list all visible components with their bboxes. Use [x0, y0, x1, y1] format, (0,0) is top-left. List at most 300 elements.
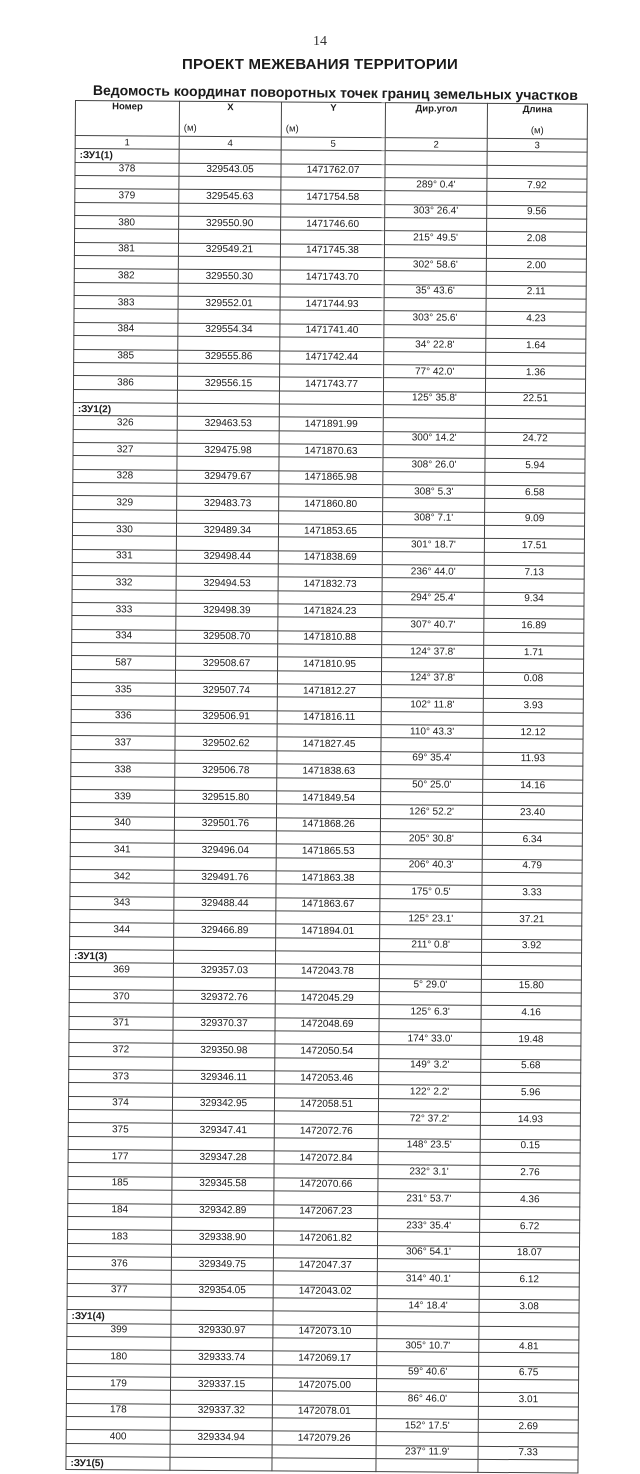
point-number — [73, 429, 177, 443]
x-coordinate — [173, 1057, 275, 1071]
y-coordinate: 1471868.26 — [276, 817, 380, 831]
point-number — [67, 1363, 171, 1377]
direction-angle — [381, 791, 483, 805]
point-number — [71, 723, 175, 737]
segment-length — [484, 605, 584, 619]
point-number — [68, 1136, 172, 1150]
y-coordinate — [273, 1365, 377, 1379]
direction-angle — [381, 685, 483, 699]
point-number: 343 — [70, 896, 174, 910]
segment-length — [479, 1326, 579, 1340]
empty-cell — [485, 405, 585, 419]
y-coordinate: 1472043.78 — [275, 964, 379, 978]
x-coordinate: 329494.53 — [176, 577, 278, 591]
segment-length — [484, 525, 584, 539]
segment-length — [478, 1433, 578, 1447]
segment-length — [482, 899, 582, 913]
x-coordinate — [173, 1004, 275, 1018]
point-number — [70, 883, 174, 897]
point-number — [68, 1190, 172, 1204]
point-number: 378 — [75, 162, 179, 176]
point-number — [74, 309, 178, 323]
y-coordinate — [276, 857, 380, 871]
segment-length — [482, 926, 582, 940]
empty-cell — [377, 1312, 479, 1326]
x-coordinate: 329350.98 — [173, 1044, 275, 1058]
y-coordinate: 1472072.84 — [274, 1151, 378, 1165]
x-coordinate: 329345.58 — [172, 1177, 274, 1191]
point-number — [71, 803, 175, 817]
direction-angle: 308° 5.3' — [383, 485, 485, 499]
y-coordinate — [280, 310, 384, 324]
y-coordinate — [277, 751, 381, 765]
y-coordinate: 1472067.23 — [274, 1204, 378, 1218]
segment-length — [484, 632, 584, 646]
point-number: 380 — [75, 216, 179, 230]
segment-length: 0.08 — [483, 672, 583, 686]
point-number: 178 — [66, 1403, 170, 1417]
point-number — [69, 1003, 173, 1017]
direction-angle: 303° 26.4' — [385, 204, 487, 218]
direction-angle — [384, 244, 486, 258]
segment-length: 14.93 — [480, 1112, 580, 1126]
direction-angle — [380, 818, 482, 832]
direction-angle — [384, 271, 486, 285]
direction-angle — [382, 525, 484, 539]
direction-angle: 152° 17.5' — [376, 1419, 478, 1433]
segment-length — [487, 165, 587, 179]
point-number: 339 — [71, 789, 175, 803]
direction-angle — [379, 1045, 481, 1059]
y-coordinate: 1471853.65 — [278, 524, 382, 538]
direction-angle: 205° 30.8' — [380, 832, 482, 846]
x-coordinate: 329501.76 — [174, 817, 276, 831]
point-number: 377 — [67, 1283, 171, 1297]
header-num-label: Номер — [112, 101, 143, 113]
direction-angle: 72° 37.2' — [378, 1112, 480, 1126]
x-coordinate — [177, 430, 279, 444]
segment-length — [485, 445, 585, 459]
x-coordinate: 329346.11 — [173, 1070, 275, 1084]
x-coordinate — [170, 1391, 272, 1405]
x-coordinate: 329483.73 — [177, 497, 279, 511]
direction-angle: 126° 52.2' — [380, 805, 482, 819]
section-label: :ЗУ1(4) — [67, 1310, 171, 1324]
y-coordinate — [273, 1244, 377, 1258]
point-number: 379 — [75, 189, 179, 203]
y-coordinate: 1471863.38 — [276, 871, 380, 885]
x-coordinate: 329337.15 — [170, 1377, 272, 1391]
point-number — [70, 936, 174, 950]
y-coordinate: 1471746.60 — [281, 217, 385, 231]
x-coordinate: 329508.70 — [176, 630, 278, 644]
direction-angle: 125° 6.3' — [379, 1005, 481, 1019]
point-number — [73, 389, 177, 403]
point-number — [70, 829, 174, 843]
direction-angle: 206° 40.3' — [380, 858, 482, 872]
x-coordinate: 329498.44 — [176, 550, 278, 564]
section-row — [66, 1457, 578, 1474]
x-coordinate — [171, 1270, 273, 1284]
header-x-unit: (м) — [183, 122, 197, 134]
direction-angle — [377, 1259, 479, 1273]
segment-length — [478, 1406, 578, 1420]
direction-angle: 236° 44.0' — [382, 565, 484, 579]
point-number: 331 — [72, 549, 176, 563]
x-coordinate — [170, 1444, 272, 1458]
header-num — [75, 101, 179, 137]
direction-angle — [378, 1205, 480, 1219]
x-coordinate: 329466.89 — [174, 923, 276, 937]
empty-cell — [171, 1310, 273, 1324]
y-coordinate — [274, 1164, 378, 1178]
segment-length: 22.51 — [485, 392, 585, 406]
y-coordinate: 1472070.66 — [274, 1178, 378, 1192]
y-coordinate — [276, 938, 380, 952]
direction-angle — [378, 1125, 480, 1139]
segment-length: 9.09 — [485, 512, 585, 526]
direction-angle — [381, 765, 483, 779]
point-number — [66, 1443, 170, 1457]
y-coordinate: 1471863.67 — [276, 898, 380, 912]
point-number — [67, 1270, 171, 1284]
point-number — [71, 669, 175, 683]
segment-length: 18.07 — [479, 1246, 579, 1260]
direction-angle — [376, 1379, 478, 1393]
empty-cell — [281, 150, 385, 164]
header-angle-label: Дир.угол — [415, 103, 458, 115]
point-number — [75, 176, 179, 190]
x-coordinate — [178, 256, 280, 270]
x-coordinate: 329496.04 — [174, 843, 276, 857]
direction-angle: 102° 11.8' — [381, 698, 483, 712]
point-number: 385 — [74, 349, 178, 363]
x-coordinate: 329357.03 — [173, 964, 275, 978]
y-coordinate: 1471827.45 — [277, 737, 381, 751]
segment-length — [487, 218, 587, 232]
direction-angle — [383, 471, 485, 485]
point-number — [69, 1030, 173, 1044]
direction-angle: 124° 37.8' — [381, 671, 483, 685]
segment-length — [483, 792, 583, 806]
point-number — [67, 1296, 171, 1310]
empty-cell — [275, 951, 379, 965]
direction-angle — [385, 164, 487, 178]
point-number — [73, 456, 177, 470]
x-coordinate — [172, 1110, 274, 1124]
x-coordinate: 329550.90 — [179, 216, 281, 230]
segment-length: 3.01 — [478, 1393, 578, 1407]
x-coordinate: 329475.98 — [177, 443, 279, 457]
direction-angle: 125° 35.8' — [383, 391, 485, 405]
point-number: 587 — [72, 656, 176, 670]
point-number: 326 — [73, 416, 177, 430]
x-coordinate: 329552.01 — [178, 296, 280, 310]
direction-angle: 231° 53.7' — [378, 1192, 480, 1206]
column-index-cell: 2 — [385, 138, 487, 152]
x-coordinate — [175, 750, 277, 764]
segment-length: 4.79 — [482, 859, 582, 873]
point-number: 330 — [72, 522, 176, 536]
x-coordinate — [173, 977, 275, 991]
y-coordinate — [278, 617, 382, 631]
y-coordinate — [272, 1391, 376, 1405]
segment-length — [486, 272, 586, 286]
y-coordinate: 1471870.63 — [279, 444, 383, 458]
point-number: 384 — [74, 322, 178, 336]
point-number — [70, 909, 174, 923]
direction-angle — [379, 965, 481, 979]
direction-angle: 302° 58.6' — [384, 258, 486, 272]
segment-length — [485, 499, 585, 513]
segment-length: 4.36 — [480, 1193, 580, 1207]
segment-length — [484, 579, 584, 593]
segment-length — [483, 712, 583, 726]
x-coordinate — [179, 176, 281, 190]
empty-cell — [481, 952, 581, 966]
y-coordinate — [279, 430, 383, 444]
y-coordinate — [277, 724, 381, 738]
y-coordinate — [274, 1191, 378, 1205]
segment-length — [483, 739, 583, 753]
direction-angle — [378, 1178, 480, 1192]
direction-angle — [385, 218, 487, 232]
segment-length — [483, 685, 583, 699]
direction-angle — [383, 378, 485, 392]
point-number — [74, 282, 178, 296]
y-coordinate — [276, 884, 380, 898]
y-coordinate — [275, 1031, 379, 1045]
column-index-cell: 1 — [75, 136, 179, 150]
direction-angle — [381, 738, 483, 752]
header-length-unit: (м) — [530, 125, 544, 137]
direction-angle: 149° 3.2' — [379, 1058, 481, 1072]
y-coordinate: 1471816.11 — [277, 711, 381, 725]
segment-length — [482, 819, 582, 833]
point-number: 373 — [69, 1070, 173, 1084]
empty-cell — [379, 952, 481, 966]
y-coordinate — [274, 1138, 378, 1152]
direction-angle — [379, 1072, 481, 1086]
segment-length — [481, 1046, 581, 1060]
segment-length — [484, 659, 584, 673]
segment-length: 23.40 — [482, 806, 582, 820]
y-coordinate — [278, 564, 382, 578]
x-coordinate: 329491.76 — [174, 870, 276, 884]
segment-length — [485, 379, 585, 393]
segment-length: 3.92 — [482, 939, 582, 953]
direction-angle — [383, 445, 485, 459]
y-coordinate — [280, 364, 384, 378]
x-coordinate — [174, 803, 276, 817]
segment-length: 6.12 — [479, 1273, 579, 1287]
point-number: 184 — [68, 1203, 172, 1217]
direction-angle: 110° 43.3' — [381, 725, 483, 739]
y-coordinate: 1472043.02 — [273, 1284, 377, 1298]
segment-length: 16.89 — [484, 619, 584, 633]
y-coordinate — [281, 204, 385, 218]
x-coordinate — [171, 1297, 273, 1311]
point-number: 370 — [69, 989, 173, 1003]
x-coordinate — [177, 483, 279, 497]
segment-length: 7.33 — [478, 1446, 578, 1460]
point-number: 327 — [73, 442, 177, 456]
y-coordinate: 1471762.07 — [281, 164, 385, 178]
direction-angle: 233° 35.4' — [378, 1218, 480, 1232]
x-coordinate — [176, 617, 278, 631]
y-coordinate — [274, 1111, 378, 1125]
y-coordinate: 1471754.58 — [281, 190, 385, 204]
point-number — [75, 202, 179, 216]
header-y-unit: (м) — [285, 123, 299, 135]
point-number — [71, 749, 175, 763]
section-label: :ЗУ1(5) — [66, 1457, 170, 1471]
y-coordinate — [278, 644, 382, 658]
empty-cell — [385, 151, 487, 165]
point-number: 177 — [68, 1150, 172, 1164]
point-number: 341 — [70, 843, 174, 857]
direction-angle: 301° 18.7' — [382, 538, 484, 552]
header-length — [487, 103, 587, 139]
segment-length — [487, 192, 587, 206]
segment-length: 6.72 — [480, 1219, 580, 1233]
segment-length — [481, 1019, 581, 1033]
direction-angle — [384, 298, 486, 312]
column-index-cell: 5 — [281, 137, 385, 151]
point-number: 332 — [72, 576, 176, 590]
y-coordinate: 1471745.38 — [280, 244, 384, 258]
direction-angle — [379, 1018, 481, 1032]
y-coordinate: 1472072.76 — [274, 1124, 378, 1138]
direction-angle: 215° 49.5' — [384, 231, 486, 245]
direction-angle: 289° 0.4' — [385, 178, 487, 192]
segment-length: 2.08 — [486, 232, 586, 246]
y-coordinate: 1472061.82 — [274, 1231, 378, 1245]
x-coordinate — [175, 723, 277, 737]
x-coordinate: 329337.32 — [170, 1404, 272, 1418]
direction-angle: 314° 40.1' — [377, 1272, 479, 1286]
x-coordinate — [173, 1084, 275, 1098]
direction-angle — [379, 992, 481, 1006]
point-number: 342 — [70, 869, 174, 883]
direction-angle: 174° 33.0' — [379, 1032, 481, 1046]
x-coordinate — [179, 203, 281, 217]
y-coordinate: 1471860.80 — [279, 497, 383, 511]
x-coordinate: 329554.34 — [178, 323, 280, 337]
segment-length: 6.58 — [485, 485, 585, 499]
direction-angle: 308° 7.1' — [383, 511, 485, 525]
segment-length — [481, 1072, 581, 1086]
empty-cell — [177, 403, 279, 417]
x-coordinate: 329545.63 — [179, 190, 281, 204]
y-coordinate: 1472069.17 — [273, 1351, 377, 1365]
direction-angle — [380, 925, 482, 939]
direction-angle — [382, 631, 484, 645]
point-number — [67, 1243, 171, 1257]
direction-angle: 232° 3.1' — [378, 1165, 480, 1179]
y-coordinate — [272, 1445, 376, 1459]
direction-angle — [376, 1405, 478, 1419]
x-coordinate — [174, 857, 276, 871]
empty-cell — [170, 1457, 272, 1471]
header-length-label: Длина — [522, 104, 553, 116]
segment-length: 3.93 — [483, 699, 583, 713]
direction-angle: 148° 23.5' — [378, 1138, 480, 1152]
y-coordinate — [273, 1298, 377, 1312]
direction-angle: 122° 2.2' — [379, 1085, 481, 1099]
document-subtitle: Ведомость координат поворотных точек границ земельных участков — [92, 82, 578, 104]
y-coordinate: 1471838.63 — [277, 764, 381, 778]
y-coordinate — [272, 1418, 376, 1432]
direction-angle — [381, 711, 483, 725]
y-coordinate — [277, 671, 381, 685]
point-number — [69, 976, 173, 990]
x-coordinate: 329479.67 — [177, 470, 279, 484]
y-coordinate: 1471832.73 — [278, 577, 382, 591]
direction-angle — [380, 898, 482, 912]
x-coordinate — [175, 777, 277, 791]
y-coordinate: 1471742.44 — [280, 350, 384, 364]
direction-angle: 303° 25.6' — [384, 311, 486, 325]
direction-angle: 77° 42.0' — [384, 365, 486, 379]
x-coordinate: 329334.94 — [170, 1431, 272, 1445]
segment-length: 7.92 — [487, 178, 587, 192]
point-number — [72, 536, 176, 550]
x-coordinate: 329555.86 — [178, 350, 280, 364]
direction-angle — [382, 551, 484, 565]
x-coordinate: 329550.30 — [178, 270, 280, 284]
segment-length — [481, 966, 581, 980]
segment-length: 3.33 — [482, 886, 582, 900]
y-coordinate — [281, 177, 385, 191]
header-angle — [385, 103, 487, 139]
y-coordinate: 1471810.95 — [278, 657, 382, 671]
direction-angle — [378, 1098, 480, 1112]
point-number — [71, 776, 175, 790]
point-number — [73, 482, 177, 496]
y-coordinate: 1471743.70 — [280, 270, 384, 284]
direction-angle — [377, 1325, 479, 1339]
segment-length: 2.69 — [478, 1419, 578, 1433]
x-coordinate — [174, 830, 276, 844]
y-coordinate — [276, 831, 380, 845]
x-coordinate: 329463.53 — [177, 416, 279, 430]
point-number — [66, 1416, 170, 1430]
direction-angle: 306° 54.1' — [377, 1245, 479, 1259]
point-number: 337 — [71, 736, 175, 750]
direction-angle — [383, 498, 485, 512]
segment-length: 2.76 — [480, 1166, 580, 1180]
x-coordinate — [173, 1030, 275, 1044]
empty-cell — [272, 1458, 376, 1472]
x-coordinate: 329549.21 — [178, 243, 280, 257]
segment-length — [485, 472, 585, 486]
x-coordinate: 329338.90 — [172, 1230, 274, 1244]
direction-angle — [377, 1352, 479, 1366]
x-coordinate: 329354.05 — [171, 1284, 273, 1298]
x-coordinate — [177, 510, 279, 524]
section-label: :ЗУ1(2) — [73, 402, 177, 416]
x-coordinate — [176, 563, 278, 577]
segment-length — [483, 766, 583, 780]
y-coordinate — [279, 511, 383, 525]
segment-length: 4.16 — [481, 1006, 581, 1020]
header-y-label: Y — [330, 102, 337, 114]
point-number — [68, 1216, 172, 1230]
point-number: 344 — [70, 923, 174, 937]
direction-angle — [382, 605, 484, 619]
segment-length: 5.96 — [481, 1086, 581, 1100]
